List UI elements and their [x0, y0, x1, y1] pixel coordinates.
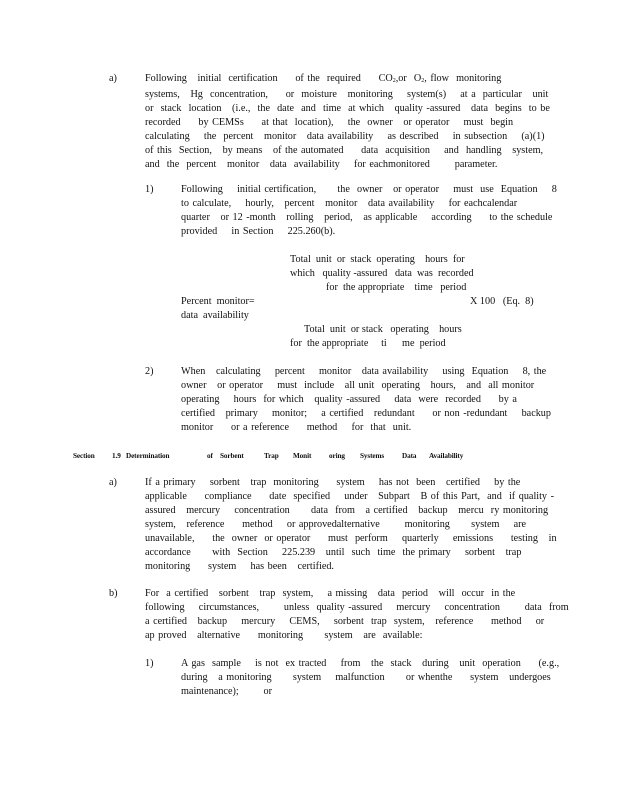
paragraph-label: b) [109, 588, 118, 599]
paragraph-line: maintenance); or [181, 686, 273, 697]
paragraph-line: ap proved alternative monitoring system are available: [145, 630, 423, 641]
paragraph-line: a certified backup mercury CEMS, sorbent trap system, reference method or [145, 616, 545, 627]
item-label: 2) [145, 366, 154, 377]
item-label: 1) [145, 658, 154, 669]
paragraph-line: monitoring system has been certified. [145, 561, 334, 572]
heading-word: Sorbent [220, 452, 244, 460]
paragraph-line: following circumstances, unless quality -assured mercury concentration data from [145, 602, 569, 613]
paragraph-line: unavailable, the owner or operator must perform quarterly emissions testing in [145, 533, 557, 544]
paragraph-line: calculating the percent monitor data availability as described in subsection (a)(1) [145, 131, 545, 142]
heading-word: of [207, 452, 213, 460]
equation-multiplier: X 100 (Eq. 8) [470, 296, 534, 307]
heading-word: oring [329, 452, 345, 460]
heading-word: Monit [293, 452, 312, 460]
paragraph-line: assured mercury concentration data from a certified backup mercu ry monitoring [145, 505, 549, 516]
item-1-equation-8 [181, 183, 557, 239]
equation-denominator-line: Total unit or stack operating hours [304, 324, 462, 335]
paragraph-label: a) [109, 73, 117, 84]
paragraph-line: If a primary sorbent trap monitoring system has not been certified by the [145, 477, 521, 488]
heading-word: Availability [429, 452, 464, 460]
heading-word: Systems [360, 452, 385, 460]
paragraph-line: monitor or a reference method for that unit. [181, 422, 412, 433]
heading-word: Section [73, 452, 95, 460]
paragraph-line: Following initial certification of the required $CO_2,or$ $O_2$, flow monitoring [145, 73, 502, 84]
paragraph-line: system, reference method or approvedalternative monitoring system are [145, 519, 527, 530]
heading-word: Trap [264, 452, 279, 460]
paragraph-line: For a certified sorbent trap system, a missing data period will occur in the [145, 588, 516, 599]
paragraph-line: or stack location (i.e., the date and time at which quality -assured data begins to be [145, 103, 550, 114]
equation-numerator-line: for the appropriate time period [326, 282, 467, 293]
paragraph-a-primary-sorbent-trap [145, 476, 557, 574]
equation-denominator-line: for the appropriate ti me period [290, 338, 446, 349]
equation-numerator-line: Total unit or stack operating hours for [290, 254, 465, 265]
paragraph-line: A gas sample is not ex tracted from the stack during unit operation (e.g., [181, 658, 560, 669]
paragraph-line: certified primary monitor; a certified redundant or non -redundant backup [181, 408, 551, 419]
section-number: 1.9 [112, 452, 121, 460]
paragraph-line: and the percent monitor data availability for eachmonitored parameter. [145, 159, 498, 170]
paragraph-label: a) [109, 477, 117, 488]
paragraph-line: provided in Section 225.260(b). [181, 226, 336, 237]
equation-left-label: Percent monitor= [181, 296, 255, 307]
equation-numerator-line: which quality -assured data was recorded [290, 268, 474, 279]
heading-word: Determination [126, 452, 170, 460]
paragraph-line: recorded by CEMSs at that location), the owner or operator must begin [145, 117, 514, 128]
equation-left-label: data availability [181, 310, 249, 321]
paragraph-line: When calculating percent monitor data availability using Equation 8, the [181, 366, 547, 377]
paragraph-line: applicable compliance date specified under Subpart B of this Part, and if quality - [145, 491, 554, 502]
paragraph-line: operating hours for which quality -assured data were recorded by a [181, 394, 517, 405]
paragraph-a-initial-certification [145, 72, 550, 172]
section-heading [0, 451, 618, 461]
item-label: 1) [145, 184, 154, 195]
item-1-gas-sample-not-extracted [181, 657, 560, 699]
paragraph-line: quarter or 12 -month rolling period, as applicable according to the schedule [181, 212, 553, 223]
paragraph-line: during a monitoring system malfunction or whenthe system undergoes [181, 672, 551, 683]
paragraph-line: owner or operator must include all unit operating hours, and all monitor [181, 380, 535, 391]
item-2-calculation-rules [181, 365, 551, 435]
paragraph-b-missing-data-period [145, 587, 569, 643]
heading-word: Data [402, 452, 417, 460]
paragraph-line: of this Section, by means of the automated data acquisition and handling system, [145, 145, 544, 156]
paragraph-line: Following initial certification, the owner or operator must use Equation 8 [181, 184, 557, 195]
paragraph-line: systems, Hg concentration, or moisture monitoring system(s) at a particular unit [145, 89, 549, 100]
paragraph-line: to calculate, hourly, percent monitor data availability for eachcalendar [181, 198, 518, 209]
paragraph-line: accordance with Section 225.239 until such time the primary sorbent trap [145, 547, 522, 558]
